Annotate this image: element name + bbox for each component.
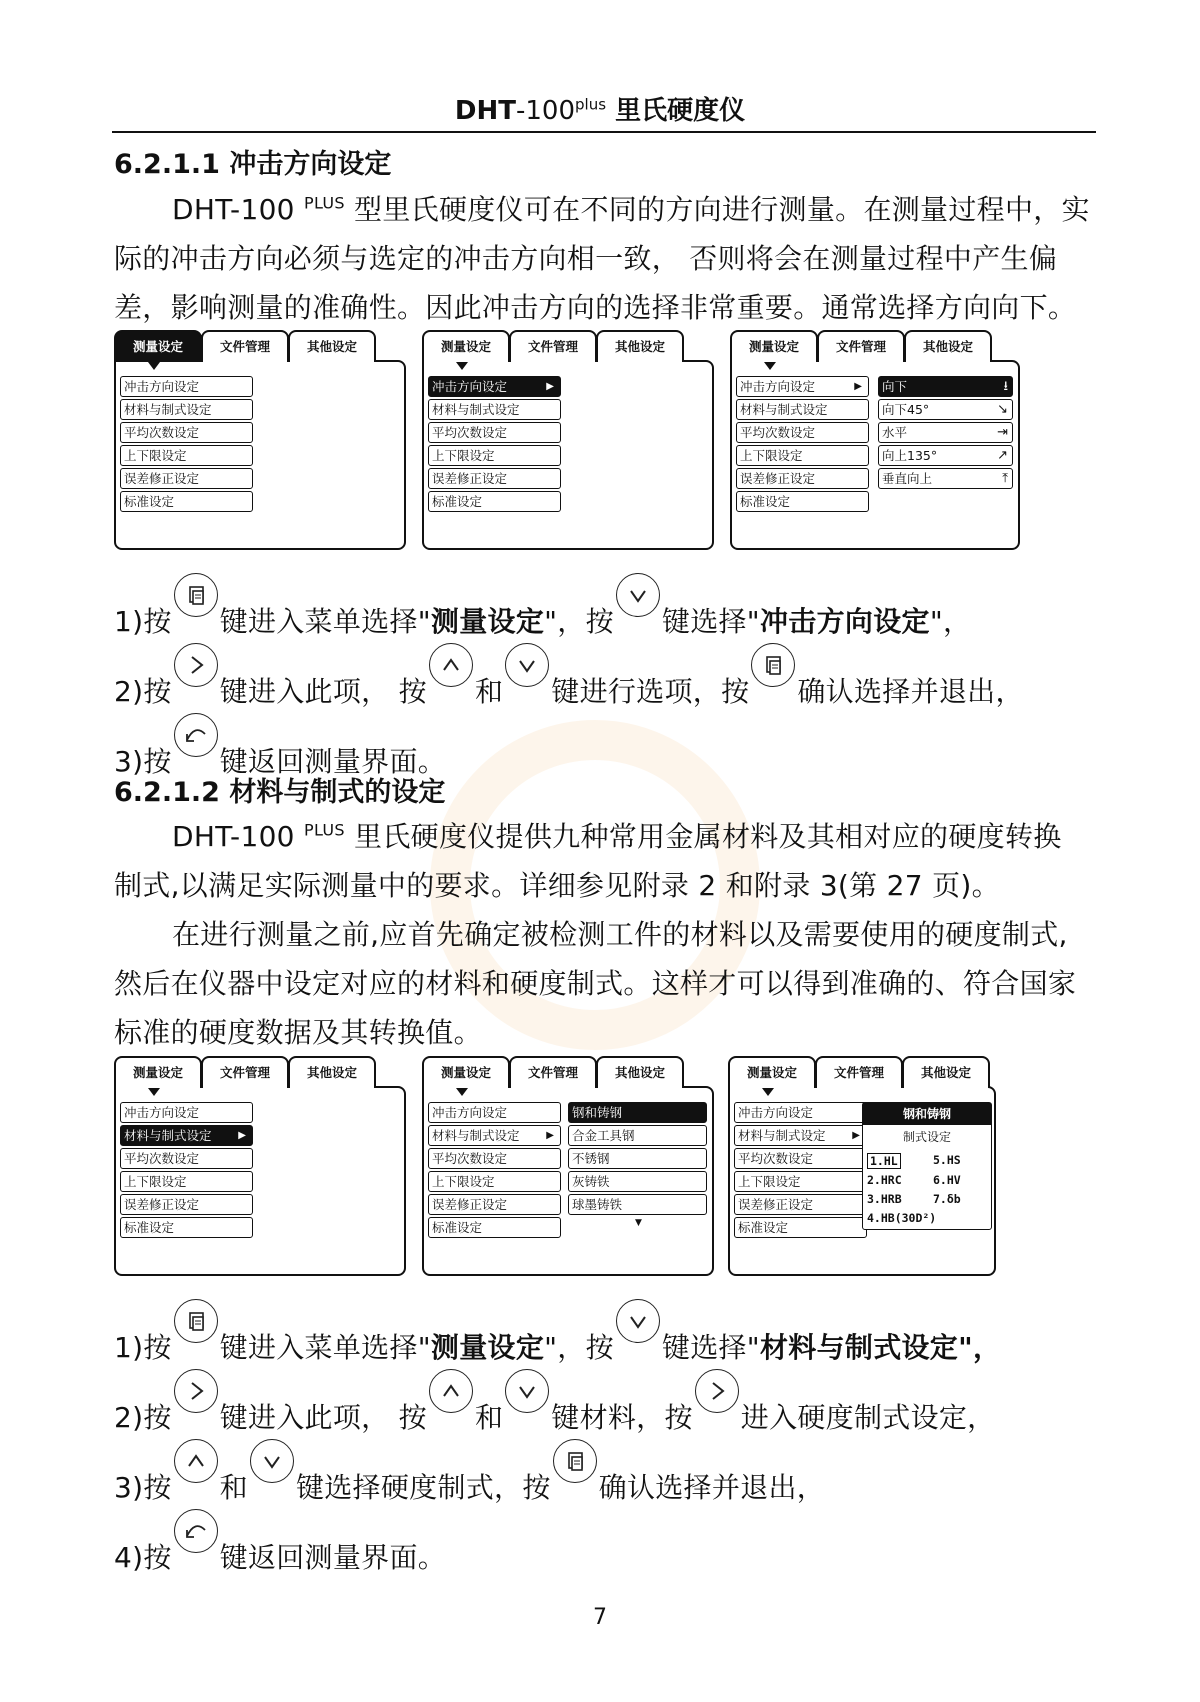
page-header: [0, 90, 1200, 127]
paragraph-line-part: DHT-100: [172, 820, 304, 853]
menu-item-label: 冲击方向设定: [124, 1105, 200, 1120]
menu-item[interactable]: [428, 445, 561, 466]
tab-pointer: [456, 362, 468, 370]
direction-option[interactable]: [878, 376, 1013, 397]
material-label: 灰铸铁: [572, 1174, 610, 1189]
right-key-icon: [174, 643, 218, 687]
step-text: 3)按: [114, 1471, 172, 1504]
step-emphasis: 测量设定: [430, 1331, 545, 1364]
scale-box-title: 钢和铸钢: [863, 1103, 991, 1125]
step-text: 键进入菜单选择": [219, 1331, 431, 1364]
material-label: 钢和铸钢: [572, 1105, 623, 1120]
up-key-icon: [429, 643, 473, 687]
menu-item[interactable]: [120, 1194, 253, 1215]
menu-item[interactable]: [428, 422, 561, 443]
menu-item-label: 平均次数设定: [738, 1151, 814, 1166]
step-text: "，按: [544, 605, 614, 638]
menu-item-label: 材料与制式设定: [124, 402, 212, 417]
scale-option[interactable]: 3.HRB: [867, 1192, 902, 1206]
step-text: 和: [219, 1471, 248, 1504]
scale-option[interactable]: 1.HL: [867, 1153, 901, 1169]
scroll-down-arrow-icon: ▼: [635, 1218, 642, 1228]
step-emphasis: 材料与制式设定"，: [760, 1331, 1002, 1364]
menu-item[interactable]: [734, 1102, 867, 1123]
step-text: 进入硬度制式设定，: [740, 1401, 996, 1434]
down-key-icon: [616, 1299, 660, 1343]
tab-pointer: [148, 362, 160, 370]
step-text: 4)按: [114, 1541, 172, 1574]
step-1: [114, 573, 971, 640]
menu-item[interactable]: [736, 491, 869, 512]
step-text: 3)按: [114, 745, 172, 778]
menu-item-label: 标准设定: [124, 1220, 175, 1235]
menu-item[interactable]: [736, 422, 869, 443]
menu-item[interactable]: [736, 445, 869, 466]
menu-item[interactable]: [736, 376, 869, 397]
right-key-icon: [174, 1369, 218, 1413]
menu-item[interactable]: [120, 1171, 253, 1192]
menu-screen: [730, 330, 1020, 550]
scale-option[interactable]: 6.HV: [933, 1173, 961, 1187]
tab-measure[interactable]: 测量设定: [114, 330, 202, 362]
step-text: 2)按: [114, 1401, 172, 1434]
header-model: DHT: [454, 96, 516, 126]
menu-item-label: 标准设定: [738, 1220, 789, 1235]
step-text: 键进行选项，按: [551, 675, 750, 708]
paragraph-line-part: PLUS: [304, 193, 345, 213]
menu-item[interactable]: [120, 1148, 253, 1169]
tab-other[interactable]: 其他设定: [904, 330, 992, 362]
menu-item-label: 标准设定: [432, 1220, 483, 1235]
menu-item-label: 平均次数设定: [124, 425, 200, 440]
step-text: "，按: [544, 1331, 614, 1364]
step-emphasis: 测量设定: [430, 605, 545, 638]
direction-label: 向下: [882, 379, 908, 394]
menu-key-icon: [174, 573, 218, 617]
step-text: 键选择": [661, 605, 760, 638]
material-label: 球墨铸铁: [572, 1197, 623, 1212]
step-1: [114, 1299, 1001, 1366]
direction-arrow-icon: ↘: [997, 402, 1008, 417]
paragraph-line-part: 里氏硬度仪提供九种常用金属材料及其相对应的硬度转换: [344, 820, 1062, 853]
step-text: 确认选择并退出，: [598, 1471, 826, 1504]
menu-screen: [728, 1056, 996, 1276]
scale-option[interactable]: 5.HS: [933, 1153, 961, 1167]
tab-other[interactable]: 其他设定: [596, 330, 684, 362]
menu-item[interactable]: [734, 1171, 867, 1192]
direction-label: 垂直向上: [882, 471, 933, 486]
step-text: 键选择": [661, 1331, 760, 1364]
menu-screen: [114, 330, 406, 550]
menu-item-label: 上下限设定: [432, 448, 495, 463]
direction-option[interactable]: [878, 445, 1013, 466]
step-text: 键进入此项， 按: [219, 675, 427, 708]
menu-item-label: 材料与制式设定: [124, 1128, 212, 1143]
arrow-right-icon: ▶: [546, 1130, 554, 1141]
menu-item[interactable]: [120, 1102, 253, 1123]
material-option[interactable]: [568, 1102, 707, 1123]
step-text: 键进入菜单选择": [219, 605, 431, 638]
menu-item-label: 平均次数设定: [432, 1151, 508, 1166]
menu-item-label: 误差修正设定: [432, 471, 508, 486]
up-key-icon: [429, 1369, 473, 1413]
menu-item-label: 材料与制式设定: [432, 402, 520, 417]
scale-option[interactable]: 2.HRC: [867, 1173, 902, 1187]
tab-measure[interactable]: 测量设定: [728, 1056, 816, 1088]
tab-pointer: [148, 1088, 160, 1096]
menu-screen: [422, 330, 714, 550]
menu-item-label: 误差修正设定: [740, 471, 816, 486]
down-key-icon: [505, 643, 549, 687]
back-key-icon: [174, 1509, 218, 1553]
menu-screen: [422, 1056, 714, 1276]
menu-item[interactable]: [734, 1148, 867, 1169]
material-label: 不锈钢: [572, 1151, 610, 1166]
tab-file[interactable]: 文件管理: [509, 330, 597, 362]
back-key-icon: [174, 713, 218, 757]
direction-label: 向上135°: [882, 448, 938, 463]
menu-screen: [114, 1056, 406, 1276]
direction-option[interactable]: [878, 422, 1013, 443]
tab-other[interactable]: 其他设定: [596, 1056, 684, 1088]
step-text: 键进入此项， 按: [219, 1401, 427, 1434]
menu-item-label: 平均次数设定: [432, 425, 508, 440]
tab-other[interactable]: 其他设定: [288, 330, 376, 362]
menu-item[interactable]: [428, 399, 561, 420]
header-sup: plus: [575, 95, 607, 114]
menu-item-label: 平均次数设定: [124, 1151, 200, 1166]
down-key-icon: [505, 1369, 549, 1413]
step-4: [114, 1509, 446, 1576]
arrow-right-icon: ▶: [238, 1130, 246, 1141]
arrow-right-icon: ▶: [852, 1130, 860, 1141]
menu-item-label: 标准设定: [740, 494, 791, 509]
header-rule: [112, 131, 1096, 133]
menu-item[interactable]: [120, 1125, 253, 1146]
step-text: 和: [474, 675, 504, 708]
menu-item-label: 材料与制式设定: [432, 1128, 520, 1143]
arrow-right-icon: ▶: [546, 381, 554, 392]
material-option[interactable]: [568, 1171, 707, 1192]
step-text: 1)按: [114, 605, 172, 638]
section-heading: 6.2.1.2 材料与制式的设定: [114, 777, 446, 808]
down-key-icon: [616, 573, 660, 617]
scale-option[interactable]: 7.δb: [933, 1192, 961, 1206]
menu-item[interactable]: [120, 376, 253, 397]
material-option[interactable]: [568, 1148, 707, 1169]
menu-item[interactable]: [736, 399, 869, 420]
menu-item[interactable]: [428, 1217, 561, 1238]
menu-item-label: 标准设定: [432, 494, 483, 509]
up-key-icon: [174, 1439, 218, 1483]
menu-key-icon: [553, 1439, 597, 1483]
direction-arrow-icon: ⤒: [1002, 471, 1008, 486]
menu-item-label: 冲击方向设定: [432, 379, 508, 394]
menu-item-label: 误差修正设定: [432, 1197, 508, 1212]
menu-item-label: 冲击方向设定: [432, 1105, 508, 1120]
menu-item[interactable]: [120, 491, 253, 512]
tab-measure[interactable]: 测量设定: [730, 330, 818, 362]
menu-item[interactable]: [734, 1217, 867, 1238]
tab-file[interactable]: 文件管理: [201, 1056, 289, 1088]
menu-item-label: 材料与制式设定: [740, 402, 828, 417]
step-text: 1)按: [114, 1331, 172, 1364]
step-text: 键材料，按: [551, 1401, 693, 1434]
paragraph-line: 际的冲击方向必须与选定的冲击方向相一致， 否则将会在测量过程中产生偏: [114, 242, 1058, 275]
menu-item[interactable]: [120, 468, 253, 489]
menu-item[interactable]: [428, 1125, 561, 1146]
paragraph-line: 在进行测量之前,应首先确定被检测工件的材料以及需要使用的硬度制式,: [172, 918, 1068, 951]
material-option[interactable]: [568, 1194, 707, 1215]
paragraph-line: [172, 815, 1062, 855]
arrow-right-icon: ▶: [854, 381, 862, 392]
menu-item[interactable]: [736, 468, 869, 489]
paragraph-line-part: 型里氏硬度仪可在不同的方向进行测量。在测量过程中，实: [344, 193, 1090, 226]
tab-other[interactable]: 其他设定: [902, 1056, 990, 1088]
header-title: 里氏硬度仪: [615, 96, 746, 126]
tab-pointer: [764, 362, 776, 370]
menu-item-label: 误差修正设定: [124, 1197, 200, 1212]
step-text: 键返回测量界面。: [219, 745, 447, 778]
menu-item[interactable]: [428, 376, 561, 397]
paragraph-line-part: PLUS: [304, 820, 345, 840]
down-key-icon: [250, 1439, 294, 1483]
direction-arrow-icon: ⭳: [1003, 379, 1008, 394]
menu-key-icon: [751, 643, 795, 687]
menu-item-label: 平均次数设定: [740, 425, 816, 440]
menu-item[interactable]: [734, 1125, 867, 1146]
menu-item-label: 误差修正设定: [738, 1197, 814, 1212]
tab-file[interactable]: 文件管理: [815, 1056, 903, 1088]
paragraph-line: 然后在仪器中设定对应的材料和硬度制式。这样才可以得到准确的、符合国家: [114, 967, 1077, 1000]
direction-arrow-icon: ⇥: [997, 425, 1008, 440]
menu-key-icon: [174, 1299, 218, 1343]
direction-arrow-icon: ↗: [997, 448, 1008, 463]
step-text: "，: [929, 605, 972, 638]
menu-item[interactable]: [428, 491, 561, 512]
step-3: [114, 1439, 825, 1506]
tab-measure[interactable]: 测量设定: [114, 1056, 202, 1088]
paragraph-line: 制式,以满足实际测量中的要求。详细参见附录 2 和附录 3(第 27 页)。: [114, 869, 1000, 902]
scale-box-subtitle: 制式设定: [902, 1130, 951, 1144]
menu-item-label: 材料与制式设定: [738, 1128, 826, 1143]
direction-option[interactable]: [878, 399, 1013, 420]
scale-option[interactable]: 4.HB(30D²): [867, 1211, 937, 1225]
paragraph-line: 标准的硬度数据及其转换值。: [114, 1016, 482, 1049]
menu-item-label: 冲击方向设定: [738, 1105, 814, 1120]
menu-item[interactable]: [428, 1171, 561, 1192]
menu-item[interactable]: [734, 1194, 867, 1215]
tab-measure[interactable]: 测量设定: [422, 1056, 510, 1088]
menu-item-label: 误差修正设定: [124, 471, 200, 486]
menu-item[interactable]: [428, 468, 561, 489]
tab-pointer: [762, 1088, 774, 1096]
scale-setting-box: [862, 1102, 992, 1230]
menu-item-label: 上下限设定: [432, 1174, 495, 1189]
step-text: 确认选择并退出，: [797, 675, 1024, 708]
paragraph-line: [172, 188, 1090, 228]
menu-item[interactable]: [120, 445, 253, 466]
paragraph-line: 差，影响测量的准确性。因此冲击方向的选择非常重要。通常选择方向向下。: [114, 291, 1077, 324]
menu-item-label: 冲击方向设定: [124, 379, 200, 394]
tab-measure[interactable]: 测量设定: [422, 330, 510, 362]
section-heading: 6.2.1.1 冲击方向设定: [114, 149, 392, 180]
right-key-icon: [695, 1369, 739, 1413]
direction-label: 水平: [882, 425, 908, 440]
tab-file[interactable]: 文件管理: [201, 330, 289, 362]
step-text: 2)按: [114, 675, 172, 708]
step-emphasis: 冲击方向设定: [760, 605, 930, 638]
menu-item[interactable]: [120, 1217, 253, 1238]
material-option[interactable]: [568, 1125, 707, 1146]
menu-item[interactable]: [428, 1148, 561, 1169]
menu-item-label: 上下限设定: [738, 1174, 801, 1189]
step-2: [114, 643, 1024, 710]
menu-item[interactable]: [120, 399, 253, 420]
paragraph-line-part: DHT-100: [172, 193, 304, 226]
menu-item[interactable]: [120, 422, 253, 443]
direction-option[interactable]: [878, 468, 1013, 489]
page-number: 7: [593, 1605, 607, 1630]
menu-item-label: 上下限设定: [124, 448, 187, 463]
menu-item-label: 冲击方向设定: [740, 379, 816, 394]
menu-item[interactable]: [428, 1102, 561, 1123]
step-2: [114, 1369, 995, 1436]
step-text: 和: [474, 1401, 504, 1434]
material-label: 合金工具钢: [572, 1128, 635, 1143]
direction-label: 向下45°: [882, 402, 930, 417]
tab-file[interactable]: 文件管理: [509, 1056, 597, 1088]
tab-file[interactable]: 文件管理: [817, 330, 905, 362]
step-text: 键返回测量界面。: [219, 1541, 447, 1574]
menu-item-label: 上下限设定: [124, 1174, 187, 1189]
step-text: 键选择硬度制式，按: [295, 1471, 551, 1504]
menu-item[interactable]: [428, 1194, 561, 1215]
tab-other[interactable]: 其他设定: [288, 1056, 376, 1088]
menu-item-label: 上下限设定: [740, 448, 803, 463]
menu-item-label: 标准设定: [124, 494, 175, 509]
tab-pointer: [456, 1088, 468, 1096]
header-num: -100: [515, 96, 575, 126]
